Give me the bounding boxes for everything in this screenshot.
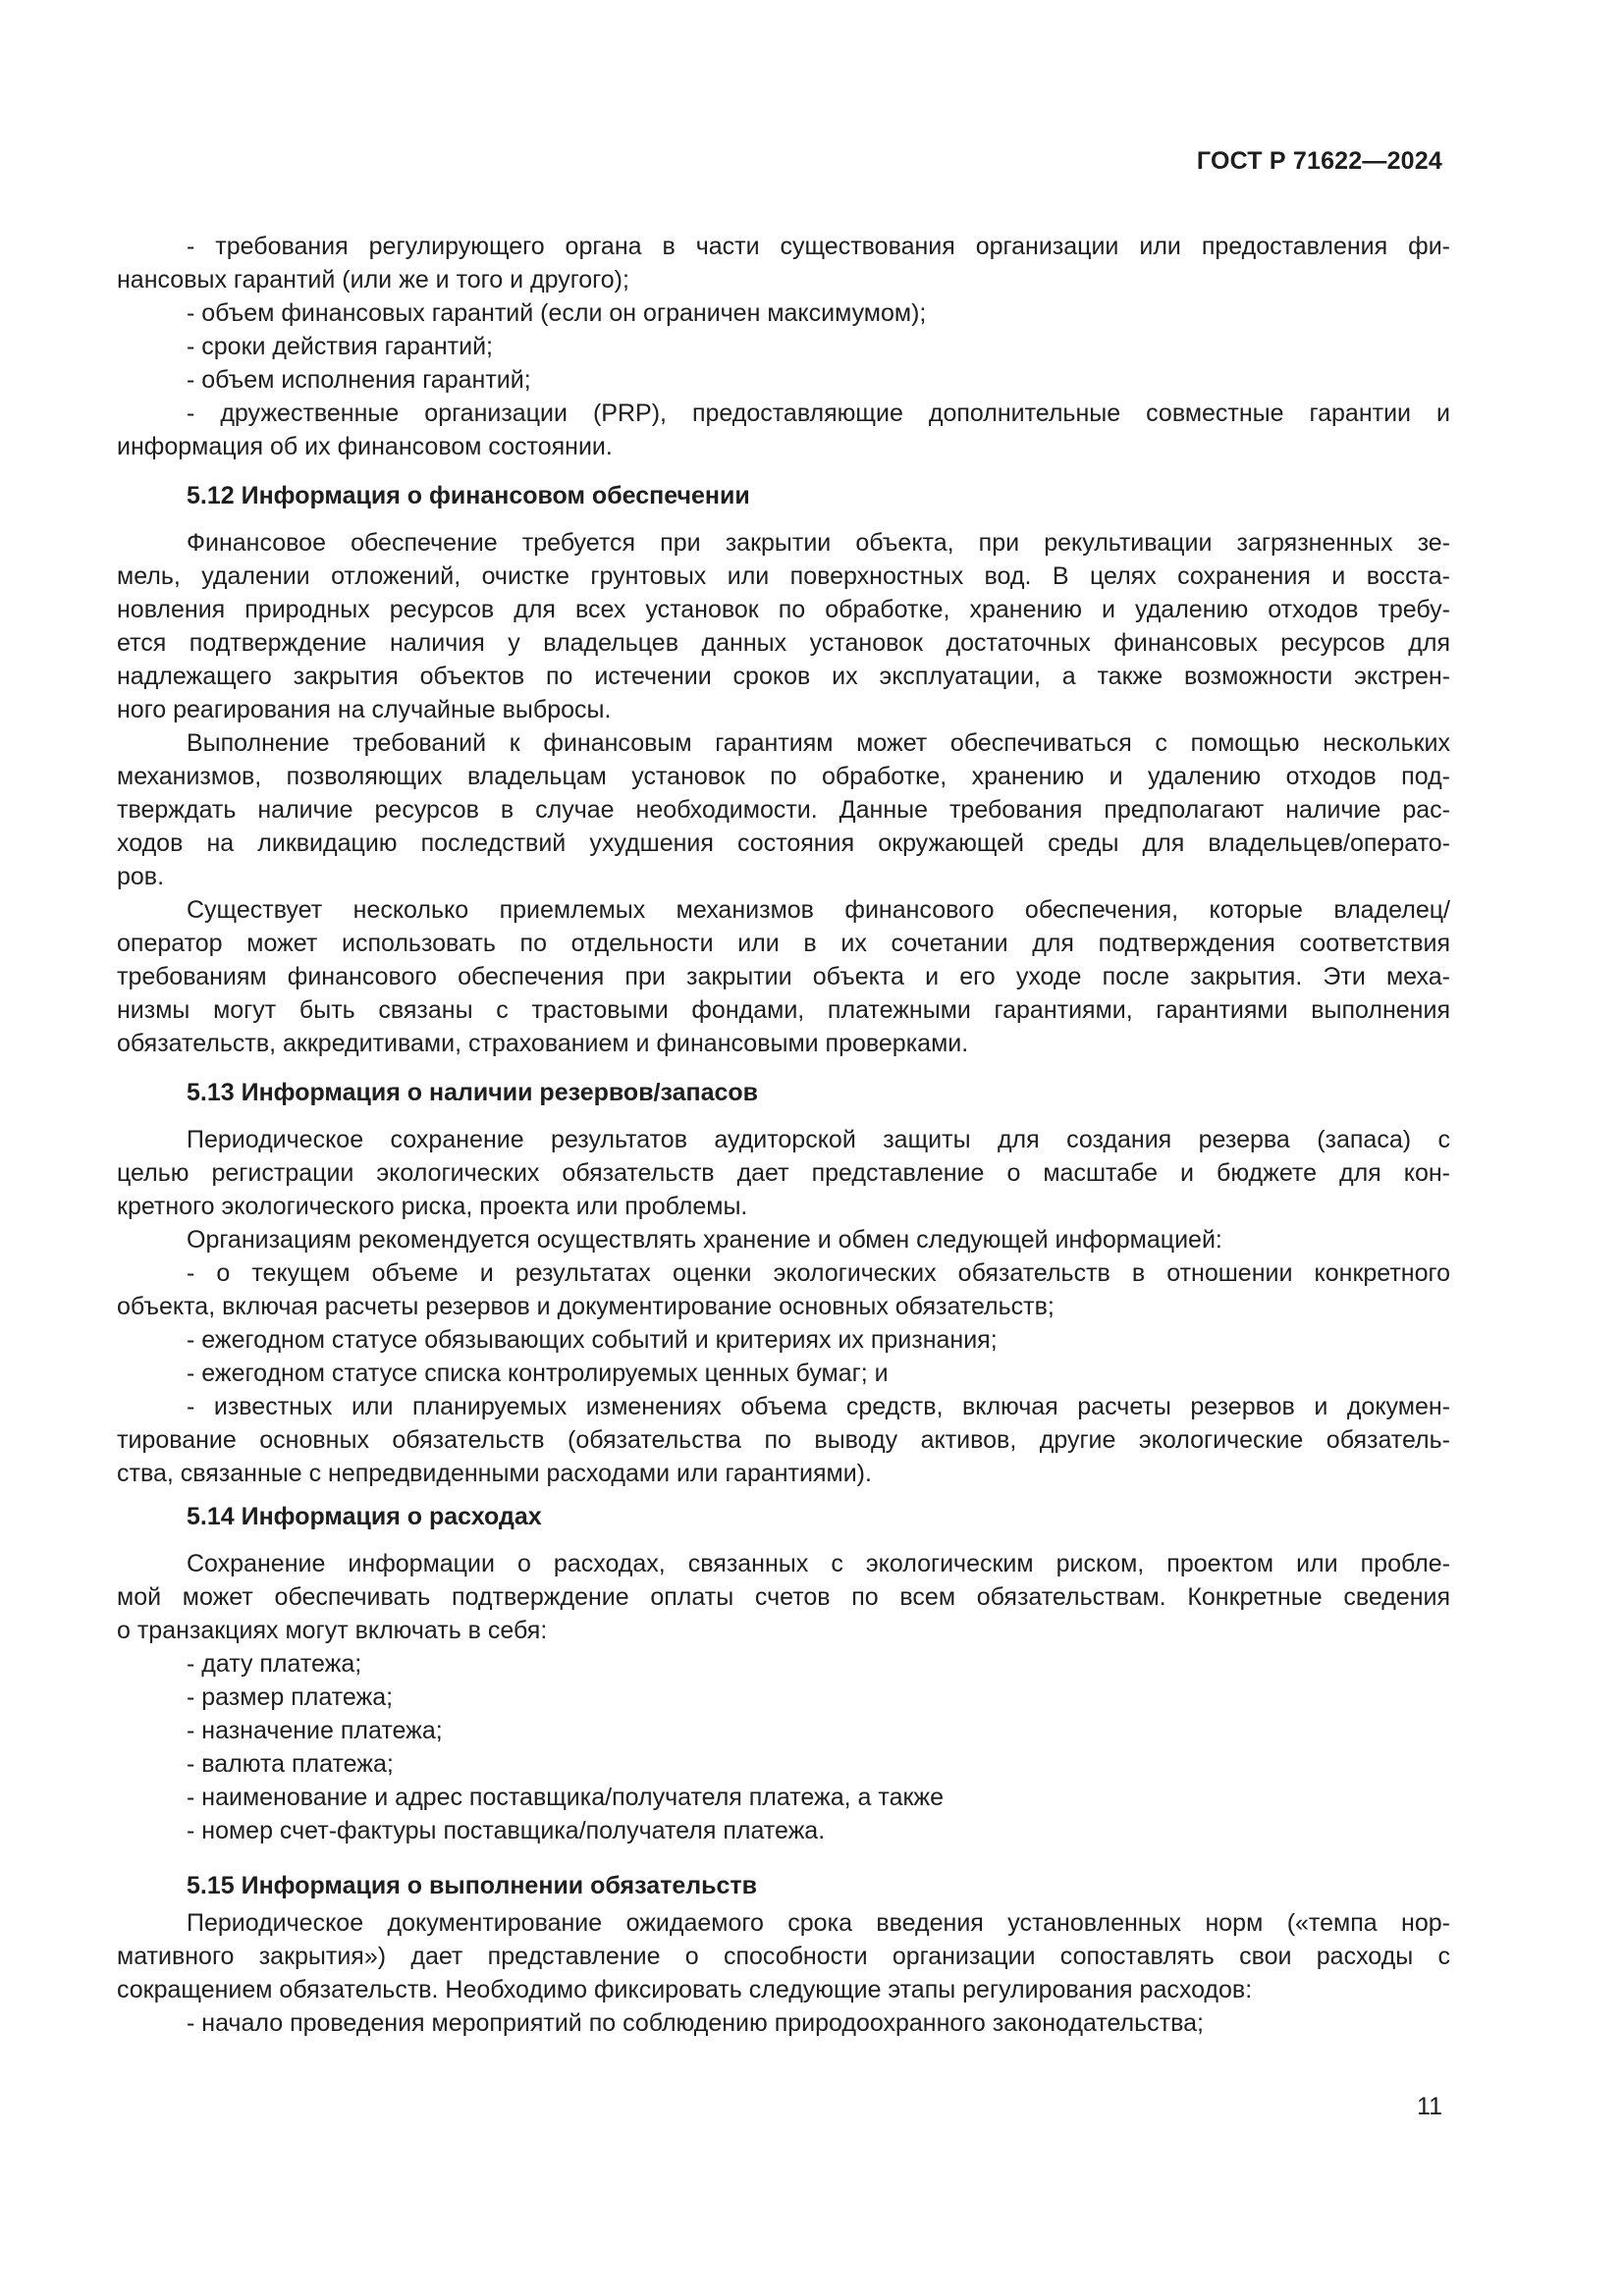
list-item: - известных или планируемых изменениях объема средств, включая расчеты резервов и докумен- [187,1393,1450,1420]
paragraph-line: сокращением обязательств. Необходимо фиксировать следующие этапы регулирования расходов: [117,1976,1253,2003]
paragraph-line: мой может обеспечивать подтверждение оплаты счетов по всем обязательствам. Конкретные сведения [117,1583,1450,1611]
list-item: - валюта платежа; [187,1750,394,1778]
list-item-continuation: нансовых гарантий (или же и того и другого); [117,266,629,294]
section-body-5-14 [117,1547,1450,1847]
list-item: - о текущем объеме и результатах оценки экологических обязательств в отношении конкретного [187,1259,1450,1287]
paragraph-line: кретного экологического риска, проекта или проблемы. [117,1193,748,1220]
paragraph-line: ется подтверждение наличия у владельцев данных установок достаточных финансовых ресурсов для [117,629,1450,657]
paragraph-line: ного реагирования на случайные выбросы. [117,696,612,723]
paragraph-line: обязательств, аккредитивами, страхованием и финансовыми проверками. [117,1030,969,1057]
document-body [117,230,1450,2040]
list-item: - размер платежа; [187,1683,394,1711]
list-item: - ежегодном статусе обязывающих событий и критериях их признания; [187,1326,998,1354]
list-item: - наименование и адрес поставщика/получателя платежа, а также [187,1784,945,1811]
list-item: - ежегодном статусе списка контролируемых ценных бумаг; и [187,1360,889,1387]
paragraph-line: целью регистрации экологических обязательств дает представление о масштабе и бюджете для кон- [117,1159,1450,1187]
paragraph-line: Периодическое документирование ожидаемого срока введения установленных норм («темпа нор- [187,1909,1450,1937]
list-item: - номер счет-фактуры поставщика/получателя платежа. [187,1817,826,1844]
paragraph-line: мативного закрытия») дает представление о способности организации сопоставлять свои расходы с [117,1943,1450,1970]
paragraph-line: оператор может использовать по отдельности или в их сочетании для подтверждения соответствия [117,930,1450,957]
section-body-5-13 [117,1123,1450,1490]
paragraph-line: ходов на ликвидацию последствий ухудшения состояния окружающей среды для владельцев/операто- [117,829,1450,857]
section-heading-5-12: 5.12 Информация о финансовом обеспечении [187,482,750,509]
list-item-continuation: информация об их финансовом состоянии. [117,433,613,460]
section-body-5-15 [117,1906,1450,2040]
list-item: - требования регулирующего органа в части существования организации или предоставления фи- [187,233,1450,260]
paragraph-line: механизмов, позволяющих владельцам установок по обработке, хранению и удалению отходов под- [117,763,1450,790]
list-item: - объем исполнения гарантий; [187,366,531,394]
section-heading-5-14: 5.14 Информация о расходах [187,1503,542,1530]
list-item: - назначение платежа; [187,1717,443,1744]
list-item: - сроки действия гарантий; [187,333,493,360]
paragraph-line: о транзакциях могут включать в себя: [117,1617,548,1644]
page-number: 11 [1417,2093,1442,2120]
paragraph-line: Сохранение информации о расходах, связанных с экологическим риском, проектом или пробле- [187,1550,1450,1577]
paragraph-line: новления природных ресурсов для всех установок по обработке, хранению и удалению отходов требу- [117,596,1450,623]
paragraph-line: требованиям финансового обеспечения при закрытии объекта и его уходе после закрытия. Эти меха- [117,963,1450,990]
list-item: - дружественные организации (PRP), предоставляющие дополнительные совместные гарантии и [187,400,1450,427]
intro-list [117,230,1450,463]
list-item: - дату платежа; [187,1650,362,1678]
section-heading-5-13: 5.13 Информация о наличии резервов/запасов [187,1079,759,1106]
paragraph-line: Периодическое сохранение результатов аудиторской защиты для создания резерва (запаса) с [187,1126,1450,1153]
list-item: - начало проведения мероприятий по соблюдению природоохранного законодательства; [187,2009,1204,2037]
document-code: ГОСТ Р 71622—2024 [1196,147,1442,175]
paragraph-line: тверждать наличие ресурсов в случае необходимости. Данные требования предполагают наличие рас- [117,796,1450,824]
paragraph-line: низмы могут быть связаны с трастовыми фондами, платежными гарантиями, гарантиями выполнения [117,996,1450,1024]
list-item-continuation: тирование основных обязательств (обязательства по выводу активов, другие экологические обязатель- [117,1426,1450,1454]
list-item: - объем финансовых гарантий (если он ограничен максимумом); [187,299,927,327]
paragraph-line: Выполнение требований к финансовым гарантиям может обеспечиваться с помощью нескольких [187,729,1450,757]
paragraph-line: надлежащего закрытия объектов по истечении сроков их эксплуатации, а также возможности экстрен- [117,663,1450,690]
paragraph-line: ров. [117,863,165,890]
paragraph-line: Финансовое обеспечение требуется при закрытии объекта, при рекультивации загрязненных зе- [187,529,1450,557]
list-item-continuation: объекта, включая расчеты резервов и документирование основных обязательств; [117,1293,1055,1320]
paragraph-line: Существует несколько приемлемых механизмов финансового обеспечения, которые владелец/ [187,896,1450,924]
paragraph-line: Организациям рекомендуется осуществлять хранение и обмен следующей информацией: [187,1226,1222,1254]
section-body-5-12 [117,526,1450,1060]
paragraph-line: мель, удалении отложений, очистке грунтовых или поверхностных вод. В целях сохранения и восста- [117,562,1450,590]
list-item-continuation: ства, связанные с непредвиденными расходами или гарантиями). [117,1460,872,1487]
section-heading-5-15: 5.15 Информация о выполнении обязательств [187,1872,758,1899]
